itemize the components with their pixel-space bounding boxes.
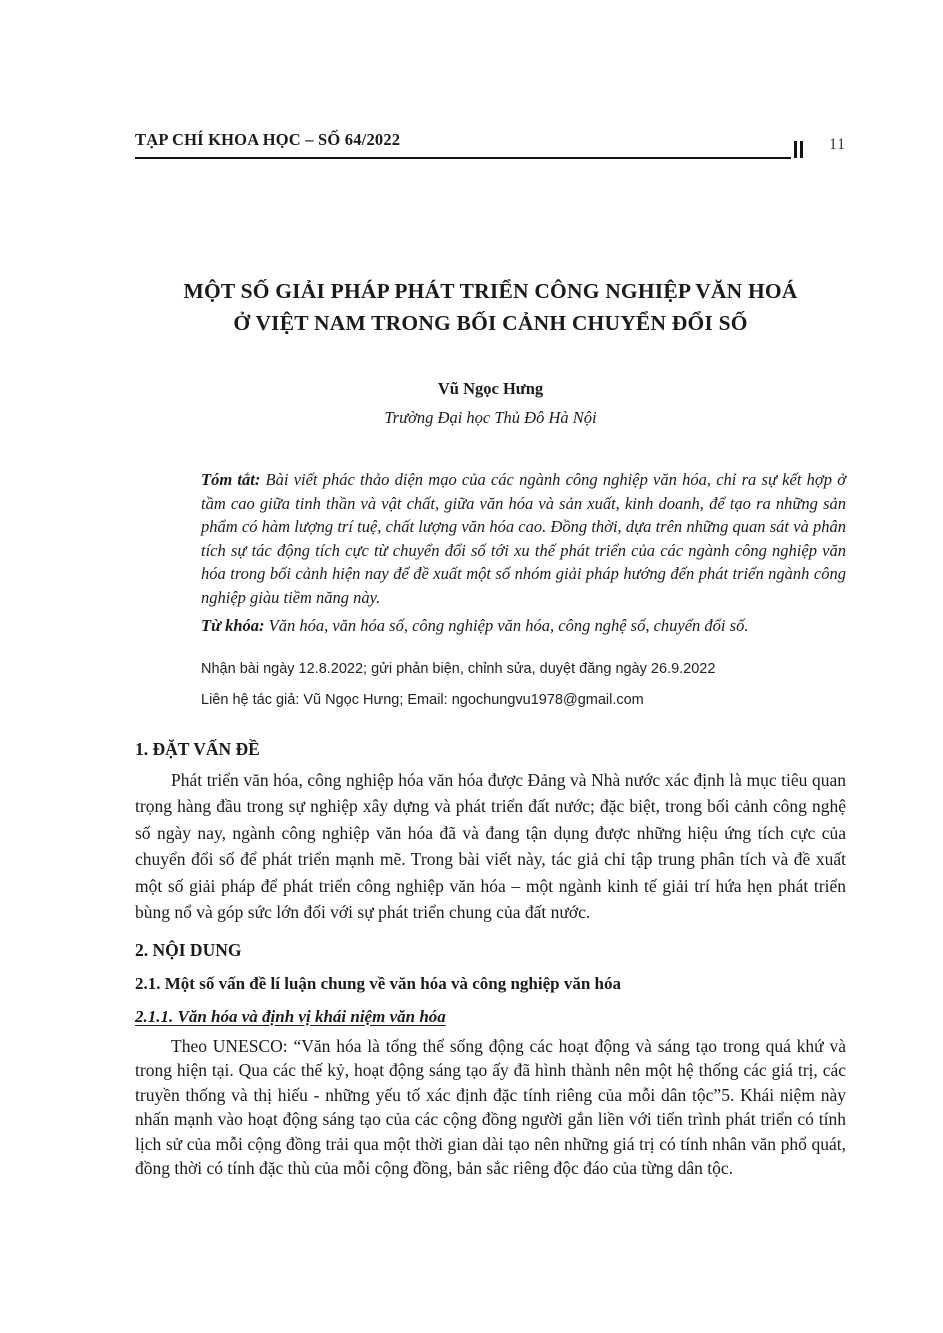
received-dates: Nhận bài ngày 12.8.2022; gửi phản biện, chỉnh sửa, duyệt đăng ngày 26.9.2022 [201, 660, 716, 677]
author-affiliation: Trường Đại học Thủ Đô Hà Nội [384, 408, 597, 427]
keywords-paragraph [201, 614, 846, 638]
double-bar-icon [794, 141, 803, 158]
author-contact: Liên hệ tác giả: Vũ Ngọc Hưng; Email: ngochungvu1978@gmail.com [201, 691, 644, 708]
section-2-1-heading: 2.1. Một số vấn đề lí luận chung về văn hóa và công nghiệp văn hóa [135, 973, 622, 993]
author-name: Vũ Ngọc Hưng [437, 379, 544, 398]
page-header [135, 130, 846, 159]
page-content [135, 130, 846, 1181]
abstract-block [201, 468, 846, 638]
section-1-heading: 1. ĐẶT VẤN ĐỀ [135, 738, 260, 759]
keywords-label: Từ khóa: [201, 616, 265, 635]
article-title-line2: Ở VIỆT NAM TRONG BỐI CẢNH CHUYỂN ĐỔI SỐ [233, 311, 748, 335]
section-2-1-1-paragraph: Theo UNESCO: “Văn hóa là tổng thể sống động các hoạt động và sáng tạo trong quá khứ và trong hiện tại. Qua các thế kỷ, hoạt động sáng tạo ấy đã hình thành nên một hệ thống các giá trị, các truyền thống và thị hiếu - những yếu tố xác định đặc tính riêng của mỗi dân tộc”5. Khái niệm này nhấn mạnh vào hoạt động sáng tạo của các cộng đồng người gắn liền với tiến trình phát triển có tính lịch sử của mỗi cộng đồng trải qua một thời gian dài tạo nên những giá trị có tính nhân văn phổ quát, đồng thời có tính đặc thù của mỗi cộng đồng, bản sắc riêng độc đáo của từng dân tộc. [135, 1035, 846, 1178]
abstract-text: Bài viết phác thảo diện mạo của các ngành công nghiệp văn hóa, chỉ ra sự kết hợp ở tầm cao giữa tinh thần và vật chất, giữa văn hóa và sản xuất, kinh doanh, để tạo ra những sản phẩm có hàm lượng trí tuệ, chất lượng văn hóa cao. Đồng thời, dựa trên những quan sát và phân tích sự tác động tích cực từ chuyển đổi số tới xu thế phát triển của các ngành công nghiệp văn hóa trong bối cảnh hiện nay để đề xuất một số nhóm giải pháp hướng đến phát triển ngành công nghiệp giàu tiềm năng này. [201, 470, 846, 607]
journal-title: TẠP CHÍ KHOA HỌC – SỐ 64/2022 [135, 130, 791, 159]
article-title-line1: MỘT SỐ GIẢI PHÁP PHÁT TRIỂN CÔNG NGHIỆP VĂN HOÁ [183, 279, 798, 303]
keywords-text: Văn hóa, văn hóa số, công nghiệp văn hóa, công nghệ số, chuyển đổi số. [264, 616, 749, 635]
abstract-paragraph [201, 468, 846, 609]
article-title [135, 275, 846, 339]
section-2-heading: 2. NỘI DUNG [135, 939, 242, 960]
section-1-paragraph: Phát triển văn hóa, công nghiệp hóa văn hóa được Đảng và Nhà nước xác định là mục tiêu quan trọng hàng đầu trong sự nghiệp xây dựng và phát triển đất nước; đặc biệt, trong bối cảnh công nghệ số ngày nay, ngành công nghiệp văn hóa đã và đang tận dụng được những hiệu ứng tích cực của chuyển đổi số để phát triển mạnh mẽ. Trong bài viết này, tác giả chỉ tập trung phân tích và đề xuất một số giải pháp để phát triển công nghiệp văn hóa – một ngành kinh tế giải trí hứa hẹn phát triển bùng nổ và góp sức lớn đối với sự phát triển chung của đất nước. [135, 769, 846, 922]
page-number: 11 [829, 136, 846, 153]
section-2-1-1-heading: 2.1.1. Văn hóa và định vị khái niệm văn hóa [135, 1006, 446, 1026]
abstract-label: Tóm tắt: [201, 470, 261, 489]
